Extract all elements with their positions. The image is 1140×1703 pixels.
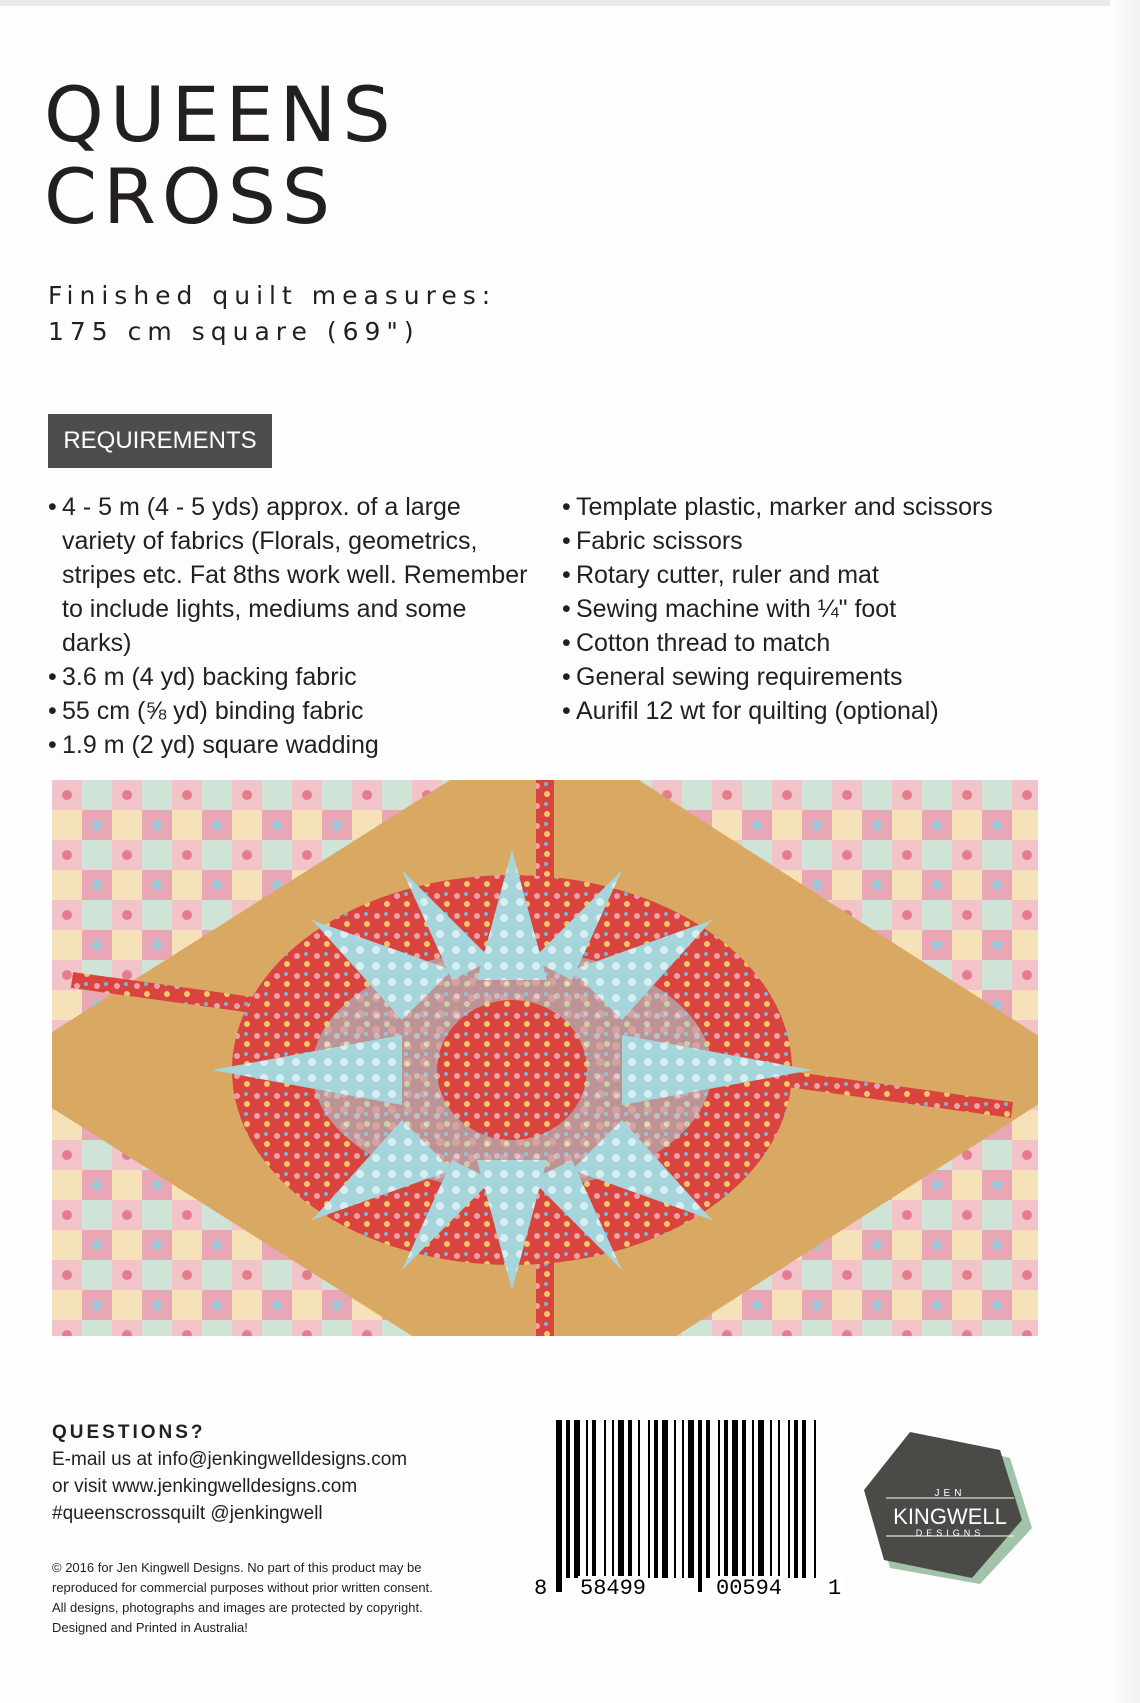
barcode-group-1: 58499 bbox=[580, 1576, 647, 1601]
barcode-bar bbox=[814, 1420, 816, 1578]
finished-size-value: 175 cm square (69") bbox=[48, 317, 420, 346]
requirements-heading: REQUIREMENTS bbox=[48, 414, 272, 468]
barcode-bar bbox=[628, 1420, 632, 1578]
barcode-bar bbox=[604, 1420, 606, 1578]
list-item: • Rotary cutter, ruler and mat bbox=[562, 558, 1022, 592]
logo-text-bottom: DESIGNS bbox=[915, 1528, 985, 1538]
list-item: • Sewing machine with ¼" foot bbox=[562, 592, 1022, 626]
title-line-1: QUEENS bbox=[44, 70, 397, 159]
barcode-bar bbox=[770, 1420, 772, 1578]
list-item: • Template plastic, marker and scissors bbox=[562, 490, 1022, 524]
social-hashtags: #queenscrossquilt @jenkingwell bbox=[52, 1503, 323, 1524]
barcode-bar bbox=[648, 1420, 650, 1578]
list-item: • Fabric scissors bbox=[562, 524, 1022, 558]
list-item: • 55 cm (⅝ yd) binding fabric bbox=[48, 694, 538, 728]
copyright-line-2: reproduced for commercial purposes without prior written consent. bbox=[52, 1580, 433, 1595]
barcode-bar bbox=[732, 1420, 738, 1578]
barcode-bar bbox=[638, 1420, 640, 1578]
barcode-group-2: 00594 bbox=[716, 1576, 783, 1601]
barcode-bar bbox=[566, 1420, 570, 1578]
barcode-bar bbox=[612, 1420, 614, 1578]
pattern-title bbox=[44, 70, 564, 241]
questions-block bbox=[52, 1420, 532, 1527]
list-item: • 3.6 m (4 yd) backing fabric bbox=[48, 660, 538, 694]
barcode-bar bbox=[574, 1420, 580, 1578]
requirements-list-right bbox=[562, 490, 1022, 728]
barcode-bar bbox=[654, 1420, 658, 1578]
list-item: • 4 - 5 m (4 - 5 yds) approx. of a large variety of fabrics (Florals, geometrics, stripes etc. Fat 8ths work well. Remember to include lights, mediums and some darks) bbox=[48, 490, 538, 660]
jen-kingwell-logo bbox=[860, 1428, 1040, 1592]
barcode-bar bbox=[698, 1420, 702, 1592]
barcode-bar bbox=[706, 1420, 710, 1578]
page-top-edge bbox=[0, 0, 1140, 6]
barcode-bar bbox=[802, 1420, 806, 1578]
barcode-digit-first: 8 bbox=[534, 1576, 548, 1601]
barcode-bar bbox=[718, 1420, 720, 1578]
contact-website[interactable]: or visit www.jenkingwelldesigns.com bbox=[52, 1476, 358, 1497]
barcode-bar bbox=[724, 1420, 728, 1578]
finished-size-label: Finished quilt measures: bbox=[48, 281, 497, 310]
barcode-digit-last: 1 bbox=[828, 1576, 842, 1601]
logo-text-main: KINGWELL bbox=[893, 1504, 1007, 1529]
list-item: • 1.9 m (2 yd) square wadding bbox=[48, 728, 538, 762]
barcode-bar bbox=[794, 1420, 798, 1578]
barcode-bar bbox=[788, 1420, 790, 1578]
barcode-bar bbox=[662, 1420, 668, 1578]
finished-size bbox=[48, 278, 648, 350]
list-item: • General sewing requirements bbox=[562, 660, 1022, 694]
barcode-bar bbox=[586, 1420, 588, 1578]
barcode-bar bbox=[682, 1420, 684, 1578]
barcode-bar bbox=[688, 1420, 694, 1578]
contact-email[interactable]: E-mail us at info@jenkingwelldesigns.com bbox=[52, 1449, 408, 1470]
barcode-bar bbox=[674, 1420, 676, 1578]
copyright-line-3: All designs, photographs and images are protected by copyright. bbox=[52, 1600, 423, 1615]
barcode-bar bbox=[758, 1420, 764, 1578]
barcode-bar bbox=[618, 1420, 624, 1578]
copyright-line-4: Designed and Printed in Australia! bbox=[52, 1620, 248, 1635]
quilt-photo bbox=[52, 780, 1038, 1336]
page-right-edge bbox=[1110, 0, 1140, 1703]
barcode-bar bbox=[742, 1420, 746, 1578]
title-line-2: CROSS bbox=[44, 152, 337, 241]
requirements-list-left bbox=[48, 490, 538, 762]
questions-heading: QUESTIONS? bbox=[52, 1422, 206, 1443]
barcode-bar bbox=[752, 1420, 754, 1578]
barcode bbox=[528, 1420, 858, 1600]
list-item: • Cotton thread to match bbox=[562, 626, 1022, 660]
list-item: • Aurifil 12 wt for quilting (optional) bbox=[562, 694, 1022, 728]
barcode-bar bbox=[556, 1420, 562, 1592]
barcode-bar bbox=[592, 1420, 596, 1578]
copyright-notice bbox=[52, 1558, 512, 1638]
copyright-line-1: © 2016 for Jen Kingwell Designs. No part of this product may be bbox=[52, 1560, 422, 1575]
barcode-bars bbox=[556, 1420, 846, 1582]
quilt-illustration bbox=[52, 780, 1038, 1336]
barcode-bar bbox=[778, 1420, 780, 1578]
logo-text-top: JEN bbox=[934, 1488, 966, 1499]
